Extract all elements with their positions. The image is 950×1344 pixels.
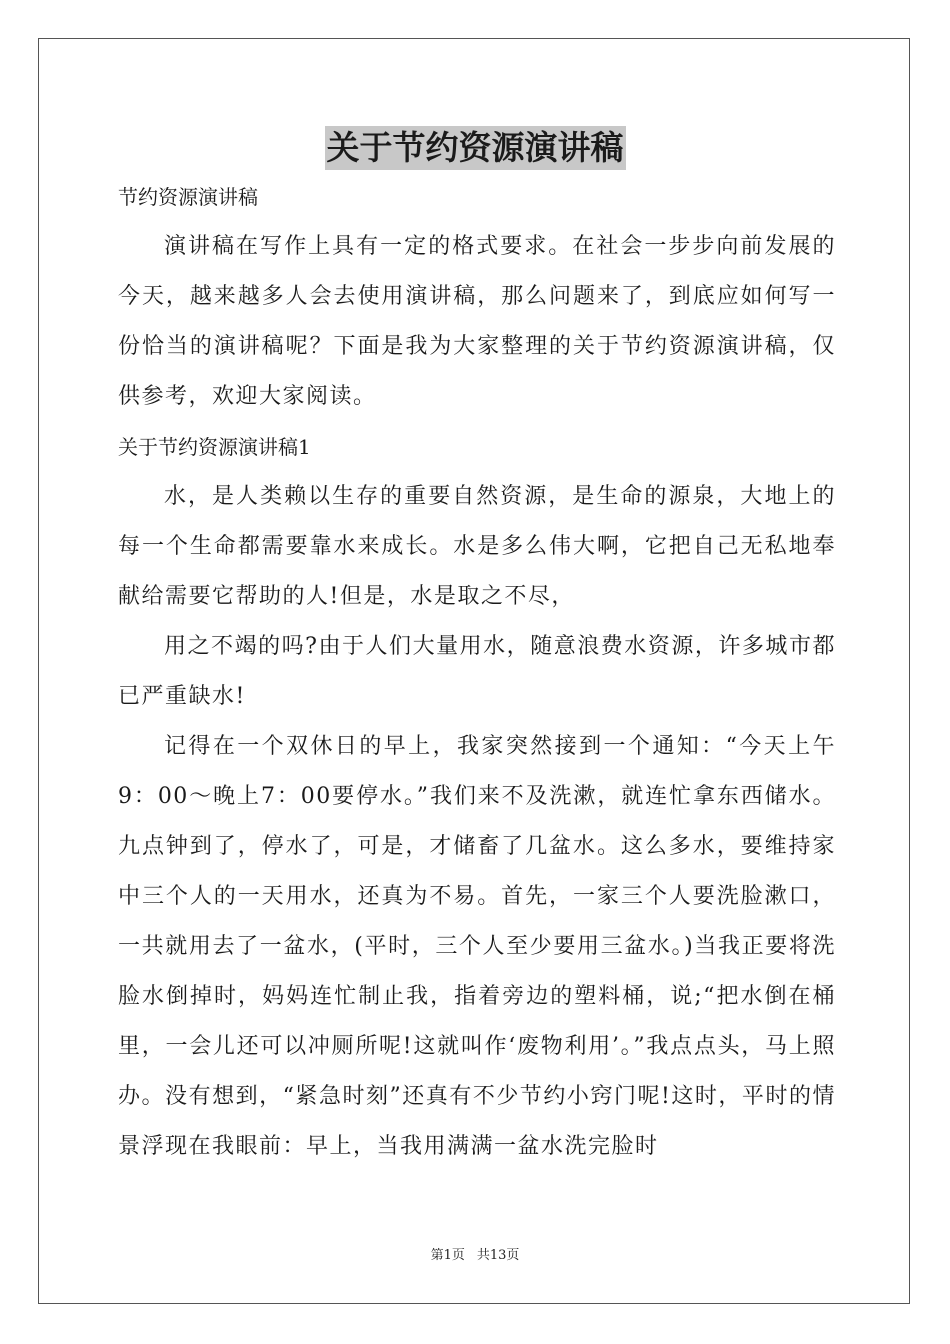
page-footer — [0, 1246, 950, 1266]
page-count: 共13页 — [476, 1248, 520, 1263]
section-heading: 节约资源演讲稿 — [118, 185, 258, 209]
intro-paragraph: 演讲稿在写作上具有一定的格式要求。在社会一步步向前发展的今天，越来越多人会去使用演讲稿，那么问题来了，到底应如何写一份恰当的演讲稿呢？下面是我为大家整理的关于节约资源演讲稿，仅供参考，欢迎大家阅读。 — [118, 234, 836, 409]
title-container — [0, 126, 950, 170]
body-paragraph: 用之不竭的吗?由于人们大量用水，随意浪费水资源，许多城市都已严重缺水! — [118, 634, 836, 709]
document-title: 关于节约资源演讲稿 — [325, 126, 626, 170]
page-number: 第1页 — [430, 1248, 465, 1263]
body-paragraph: 水，是人类赖以生存的重要自然资源，是生命的源泉，大地上的每一个生命都需要靠水来成长。水是多么伟大啊，它把自己无私地奉献给需要它帮助的人!但是，水是取之不尽， — [118, 484, 836, 609]
section-heading-1: 关于节约资源演讲稿1 — [118, 435, 311, 459]
document-body — [118, 172, 836, 1172]
body-paragraph: 记得在一个双休日的早上，我家突然接到一个通知：“今天上午9：00～晚上7：00要停水。”我们来不及洗漱，就连忙拿东西储水。九点钟到了，停水了，可是，才储畜了几盆水。这么多水，要维持家中三个人的一天用水，还真为不易。首先，一家三个人要洗脸漱口，一共就用去了一盆水，(平时，三个人至少要用三盆水。)当我正要将洗脸水倒掉时，妈妈连忙制止我，指着旁边的塑料桶，说;“把水倒在桶里，一会儿还可以冲厕所呢!这就叫作‘废物利用’。”我点点头，马上照办。没有想到，“紧急时刻”还真有不少节约小窍门呢!这时，平时的情景浮现在我眼前：早上，当我用满满一盆水洗完脸时 — [118, 734, 836, 1159]
